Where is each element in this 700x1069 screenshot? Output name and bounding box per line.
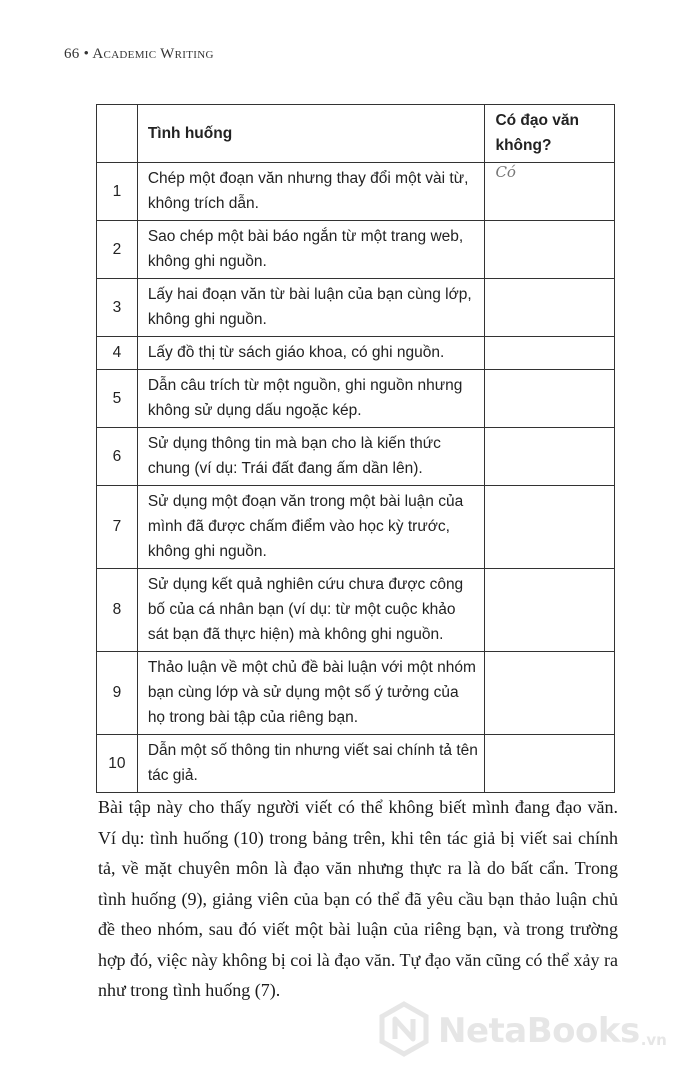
table-row bbox=[97, 279, 615, 337]
header-situation: Tình huống bbox=[137, 105, 485, 163]
row-situation: Lấy đồ thị từ sách giáo khoa, có ghi nguồn. bbox=[137, 337, 485, 370]
row-answer-cell bbox=[485, 569, 615, 652]
row-answer-cell bbox=[485, 428, 615, 486]
table-row bbox=[97, 486, 615, 569]
situations-table bbox=[96, 104, 615, 793]
table-row bbox=[97, 735, 615, 793]
row-answer-cell bbox=[485, 279, 615, 337]
row-number: 4 bbox=[97, 337, 138, 370]
table-row bbox=[97, 221, 615, 279]
row-situation: Sử dụng thông tin mà bạn cho là kiến thức chung (ví dụ: Trái đất đang ấm dần lên). bbox=[137, 428, 485, 486]
table-header-row bbox=[97, 105, 615, 163]
row-answer-cell bbox=[485, 221, 615, 279]
row-number: 5 bbox=[97, 370, 138, 428]
netabooks-watermark bbox=[376, 1003, 667, 1059]
row-answer-cell bbox=[485, 163, 615, 221]
row-answer-cell bbox=[485, 735, 615, 793]
row-number: 1 bbox=[97, 163, 138, 221]
row-number: 9 bbox=[97, 652, 138, 735]
row-situation: Dẫn câu trích từ một nguồn, ghi nguồn nhưng không sử dụng dấu ngoặc kép. bbox=[137, 370, 485, 428]
row-situation: Sử dụng một đoạn văn trong một bài luận của mình đã được chấm điểm vào học kỳ trước, không ghi nguồn. bbox=[137, 486, 485, 569]
watermark-brand: NetaBooks bbox=[438, 1011, 640, 1051]
row-answer-cell bbox=[485, 337, 615, 370]
table-row bbox=[97, 370, 615, 428]
row-situation: Lấy hai đoạn văn từ bài luận của bạn cùng lớp, không ghi nguồn. bbox=[137, 279, 485, 337]
table-row bbox=[97, 569, 615, 652]
row-situation: Thảo luận về một chủ đề bài luận với một nhóm bạn cùng lớp và sử dụng một số ý tưởng của họ trong bài tập của riêng bạn. bbox=[137, 652, 485, 735]
table-row bbox=[97, 428, 615, 486]
row-number: 10 bbox=[97, 735, 138, 793]
row-answer-cell bbox=[485, 486, 615, 569]
table-row bbox=[97, 163, 615, 221]
row-number: 8 bbox=[97, 569, 138, 652]
row-situation: Sử dụng kết quả nghiên cứu chưa được công bố của cá nhân bạn (ví dụ: từ một cuộc khảo sát bạn đã thực hiện) mà không ghi nguồn. bbox=[137, 569, 485, 652]
netabooks-logo-icon bbox=[376, 1001, 432, 1062]
body-paragraph: Bài tập này cho thấy người viết có thể không biết mình đang đạo văn. Ví dụ: tình huống (10) trong bảng trên, khi tên tác giả bị viết sai chính tả, về mặt chuyên môn là đạo văn nhưng thực ra là do bất cẩn. Trong tình huống (9), giảng viên của bạn có thể đã yêu cầu bạn thảo luận chủ đề theo nhóm, sau đó viết một bài luận của riêng bạn, và trong trường hợp đó, việc này không bị coi là đạo văn. Tự đạo văn cũng có thể xảy ra như trong tình huống (7). bbox=[98, 797, 618, 1000]
row-situation: Sao chép một bài báo ngắn từ một trang web, không ghi nguồn. bbox=[137, 221, 485, 279]
row-situation: Dẫn một số thông tin nhưng viết sai chính tả tên tác giả. bbox=[137, 735, 485, 793]
row-answer-cell bbox=[485, 652, 615, 735]
running-head: 66 • Academic Writing bbox=[64, 46, 214, 62]
row-number: 3 bbox=[97, 279, 138, 337]
table-row bbox=[97, 652, 615, 735]
header-plagiarism: Có đạo văn không? bbox=[485, 105, 615, 163]
row-number: 7 bbox=[97, 486, 138, 569]
row-situation: Chép một đoạn văn nhưng thay đổi một vài từ, không trích dẫn. bbox=[137, 163, 485, 221]
row-number: 6 bbox=[97, 428, 138, 486]
header-number bbox=[97, 105, 138, 163]
table-row bbox=[97, 337, 615, 370]
row-number: 2 bbox=[97, 221, 138, 279]
watermark-suffix: .vn bbox=[640, 1031, 667, 1049]
handwritten-answer: Có bbox=[495, 163, 516, 181]
row-answer-cell bbox=[485, 370, 615, 428]
